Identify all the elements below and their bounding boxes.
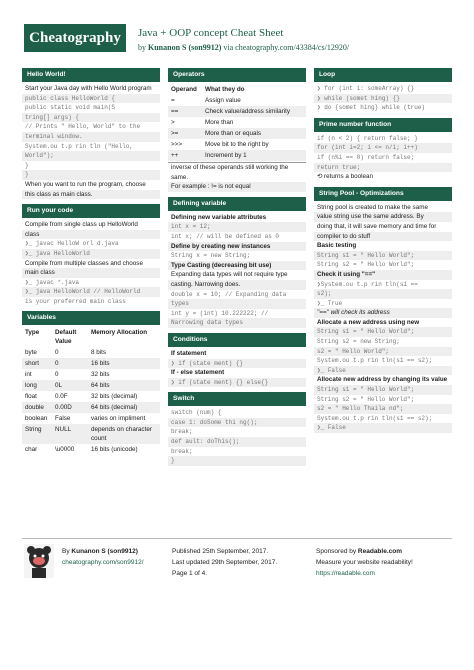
text-line: When you want to run the program, choose <box>25 180 146 188</box>
code-line: System.ou t.p rin tln ("Hello, <box>25 142 134 150</box>
text-line: doing that, it will save memory and time for <box>317 222 437 230</box>
table-cell: 0 <box>55 349 59 357</box>
table-cell: Move bit to the right by <box>205 141 269 148</box>
code-line: for (int i=2; i <= n/i; i++) <box>314 143 452 153</box>
section-prime-number <box>314 118 452 182</box>
cheatography-logo[interactable]: Cheatography <box>24 24 126 52</box>
table-row <box>168 95 306 106</box>
table-cell: float <box>25 393 37 401</box>
table-cell: depends on character count <box>88 424 160 444</box>
text-line: "==" will check its address <box>314 308 452 318</box>
sponsor-tagline: Measure your website readability! <box>316 559 413 566</box>
text-line: casting. Narrowing does. <box>168 280 306 290</box>
section-string-pool <box>314 187 452 433</box>
section-variables <box>22 311 160 455</box>
table-cell: \u0000 <box>55 446 75 454</box>
code-line: ❯ if (state ment) {} else{} <box>168 378 306 388</box>
column-1 <box>22 68 160 460</box>
table-cell: long <box>22 380 52 391</box>
table-cell: String <box>22 424 52 444</box>
table-row <box>22 444 160 455</box>
code-line: is your preferred main class <box>25 297 126 305</box>
table-cell: 0.00D <box>52 402 88 413</box>
subheading: Basic testing <box>317 242 357 250</box>
code-line: ❯_ java HelloWorld <box>22 249 160 259</box>
text-line: class <box>22 230 160 240</box>
table-cell: More than or equals <box>202 128 306 139</box>
text-line: Expanding data types will not require type <box>171 271 288 279</box>
footer-divider <box>22 538 452 539</box>
code-line: Narrowing data types <box>168 318 306 328</box>
section-body <box>314 134 452 182</box>
section-body <box>22 84 160 199</box>
code-line: ❯System.ou t.p rin tln(s1 == <box>317 280 418 288</box>
code-line: public static void main(S <box>25 104 116 112</box>
section-title: Defining variable <box>168 197 306 211</box>
section-hello-world <box>22 68 160 199</box>
code-line: ❯_ java HelloWorld // HelloWorld <box>22 287 160 297</box>
section-operators <box>168 68 306 192</box>
sponsor-url[interactable]: https://readable.com <box>316 570 375 577</box>
code-line: ❯_ True <box>317 299 343 307</box>
table-row <box>168 150 306 161</box>
section-title: Variables <box>22 311 160 325</box>
section-title: Operators <box>168 68 306 82</box>
footer-author <box>62 546 144 568</box>
section-body <box>22 220 160 306</box>
section-body <box>314 84 452 113</box>
sheet-url-link[interactable]: cheatography.com/43384/cs/12920/ <box>235 43 350 52</box>
code-line: types <box>168 299 306 309</box>
table-cell: 0.0F <box>55 393 68 401</box>
section-loop <box>314 68 452 113</box>
subheading: Allocate a new address using new <box>317 318 420 326</box>
subheading: Type Casting (decreasing bit use) <box>168 261 306 271</box>
table-cell: More than <box>205 119 234 126</box>
author-link[interactable]: Kunanon S (son9912) <box>148 43 222 52</box>
code-line: double x = 10; // Expanding data <box>171 290 287 298</box>
code-line: if (n%i == 0) return false; <box>317 153 415 161</box>
code-line: return true; <box>314 163 452 173</box>
code-line: System.ou t.p rin tln(s1 == s2); <box>317 414 433 422</box>
code-line: if (n < 2) { return false; } <box>317 134 418 142</box>
section-title: String Pool - Optimizations <box>314 187 452 201</box>
code-line: int x; // will be defined as 0 <box>171 232 280 240</box>
table-cell: 32 bits <box>91 371 110 379</box>
table-cell: boolean <box>25 415 48 423</box>
table-row <box>168 128 306 139</box>
byline-prefix: by <box>138 43 148 52</box>
table-cell: Check value/address similarity <box>202 106 306 117</box>
section-body <box>168 213 306 328</box>
code-line: public class HelloWorld { <box>22 94 160 104</box>
text-line: main class <box>22 268 160 278</box>
subheading: Define by creating new instances <box>168 242 306 252</box>
table-row <box>22 402 160 413</box>
page-header <box>0 0 474 62</box>
code-line: s2 = " Hello Thaila nd"; <box>314 404 452 414</box>
footer-author-line <box>62 546 144 557</box>
column-header: What they do <box>205 86 245 93</box>
code-line: } <box>168 456 306 466</box>
code-line: ❯ while (somet hing) {} <box>314 94 452 104</box>
table-cell: 16 bits <box>88 358 160 369</box>
code-line: World"); <box>22 151 160 161</box>
footer-author-url[interactable]: cheatography.com/son9912/ <box>62 559 144 566</box>
text-line: Compile from multiple classes and choose <box>25 259 143 267</box>
table-cell: = <box>171 97 175 104</box>
table-row <box>168 117 306 128</box>
code-line: String s2 = " Hello World"; <box>317 261 415 269</box>
table-cell: double <box>22 402 52 413</box>
operators-note: inverse of these operands still working the same. <box>168 162 306 182</box>
section-conditions <box>168 333 306 387</box>
table-cell: >= <box>168 128 202 139</box>
section-body <box>168 408 306 466</box>
section-body <box>168 349 306 387</box>
footer-author-name[interactable]: Kunanon S (son9912) <box>71 548 138 555</box>
table-row <box>22 413 160 424</box>
table-row <box>22 424 160 444</box>
text-line: compiler to do stuff <box>314 232 452 242</box>
code-line: ❯_ False <box>314 423 452 433</box>
table-row <box>168 139 306 150</box>
code-line: ❯_ javac HelloW orl d.java <box>25 240 119 248</box>
section-title: Hello World! <box>22 68 160 82</box>
code-line: ❯_ javac *.java <box>25 278 80 286</box>
footer-by-prefix: By <box>62 548 72 555</box>
code-line: } <box>22 170 160 180</box>
table-row <box>22 380 160 391</box>
footer-sponsor <box>316 546 413 579</box>
table-cell: NULL <box>52 424 88 444</box>
table-cell: ++ <box>168 150 202 161</box>
subheading: Defining new variable attributes <box>171 213 267 221</box>
table-cell: == <box>168 106 202 117</box>
code-line: String s2 = " Hello World"; <box>317 395 415 403</box>
table-cell: False <box>55 415 71 423</box>
table-cell: 32 bits (decimal) <box>91 393 138 401</box>
subheading: Allocate new address by changing its value <box>317 376 448 384</box>
code-line: // Prints " Hello, World" to the <box>25 123 141 131</box>
table-row <box>22 391 160 402</box>
subheading: Check it using "==" <box>314 270 452 280</box>
code-line: break; <box>171 447 193 455</box>
code-line: s2); <box>314 289 452 299</box>
byline <box>138 43 349 52</box>
code-line: String s1 = " Hello World"; <box>314 327 452 337</box>
section-title: Loop <box>314 68 452 82</box>
text-line: value string use the same address. By <box>314 212 452 222</box>
table-cell: Increment by 1 <box>202 150 306 161</box>
byline-via: via <box>221 43 236 52</box>
table-cell: int <box>25 371 32 379</box>
table-cell: char <box>25 446 38 454</box>
table-row <box>22 347 160 358</box>
table-header-row <box>168 84 306 95</box>
code-line: int x = 12; <box>168 222 306 232</box>
column-3 <box>314 68 452 438</box>
column-header: Type <box>25 329 40 337</box>
variables-table <box>22 327 160 455</box>
updated-date: Last updated 29th September, 2017. <box>172 559 278 566</box>
table-cell: varies on impliment <box>91 415 146 423</box>
text-line: this class as main class. <box>22 190 160 200</box>
published-date: Published 25th September, 2017. <box>172 548 269 555</box>
code-line: terminal window. <box>22 132 160 142</box>
code-line: int y = (int) 10.222222; // <box>171 309 269 317</box>
subheading: If - else statement <box>171 369 225 377</box>
table-cell: 8 bits <box>91 349 107 357</box>
column-2 <box>168 68 306 471</box>
table-cell: 0 <box>55 371 59 379</box>
sponsor-line <box>316 546 413 557</box>
section-title: Conditions <box>168 333 306 347</box>
table-cell: short <box>22 358 52 369</box>
sponsor-prefix: Sponsored by <box>316 548 358 555</box>
text-line: Start your Java day with Hello World program <box>25 85 152 92</box>
table-cell: 64 bits (decimal) <box>88 402 160 413</box>
sponsor-name[interactable]: Readable.com <box>357 548 402 555</box>
column-header: Default Value <box>55 329 77 346</box>
code-line: String x = new String; <box>171 252 251 260</box>
code-line: } <box>25 161 29 169</box>
table-cell: 64 bits <box>88 380 160 391</box>
table-cell: Assign value <box>205 97 241 104</box>
table-header-row <box>22 327 160 347</box>
footer-dates <box>172 546 277 579</box>
section-title: Prime number function <box>314 118 452 132</box>
code-line: s2 = " Hello World"; <box>314 347 452 357</box>
text-line: ⟲ returns a boolean <box>317 173 374 181</box>
text-line: String pool is created to make the same <box>317 203 428 211</box>
page-footer <box>22 542 452 592</box>
column-header: Memory Allocation <box>91 329 148 337</box>
section-switch <box>168 392 306 466</box>
code-line: break; <box>171 428 193 436</box>
subheading: If statement <box>171 349 207 357</box>
page-title: Java + OOP concept Cheat Sheet <box>138 27 284 39</box>
table-row <box>22 358 160 369</box>
code-line: String s1 = " Hello World"; <box>314 251 452 261</box>
table-row <box>22 369 160 380</box>
section-body <box>314 203 452 433</box>
section-title: Run your code <box>22 204 160 218</box>
column-header: Operand <box>171 86 197 93</box>
code-line: ❯_ False <box>314 366 452 376</box>
author-avatar[interactable] <box>24 544 54 578</box>
operators-table <box>168 84 306 161</box>
table-cell: 16 bits (unicode) <box>91 446 138 454</box>
code-line: def ault: doThis(); <box>168 437 306 447</box>
code-line: ❯ for (int i: someArray) {} <box>317 85 415 92</box>
section-title: Switch <box>168 392 306 406</box>
code-line: ❯ if (state ment) {} <box>168 359 306 369</box>
operators-example: For example : != is not equal <box>168 182 306 192</box>
table-cell: >>> <box>171 141 183 148</box>
section-defining-variable <box>168 197 306 328</box>
code-line: case 1: doSome thi ng(); <box>168 418 306 428</box>
table-cell: 0L <box>52 380 88 391</box>
code-line: ❯ do {somet hing} while (true) <box>317 104 426 112</box>
table-cell: byte <box>25 349 37 357</box>
text-line: Compile from single class up HelloWorld <box>25 221 138 229</box>
table-row <box>168 106 306 117</box>
section-run-code <box>22 204 160 306</box>
table-cell: 0 <box>52 358 88 369</box>
code-line: System.ou t.p rin tln(s1 == s2); <box>317 357 433 365</box>
code-line: switch (num) { <box>171 409 222 417</box>
table-cell: > <box>171 119 175 126</box>
code-line: String s1 = " Hello World"; <box>314 385 452 395</box>
code-line: tring[] args) { <box>22 113 160 123</box>
page-number: Page 1 of 4. <box>172 570 208 577</box>
code-line: String s2 = new String; <box>317 338 400 346</box>
